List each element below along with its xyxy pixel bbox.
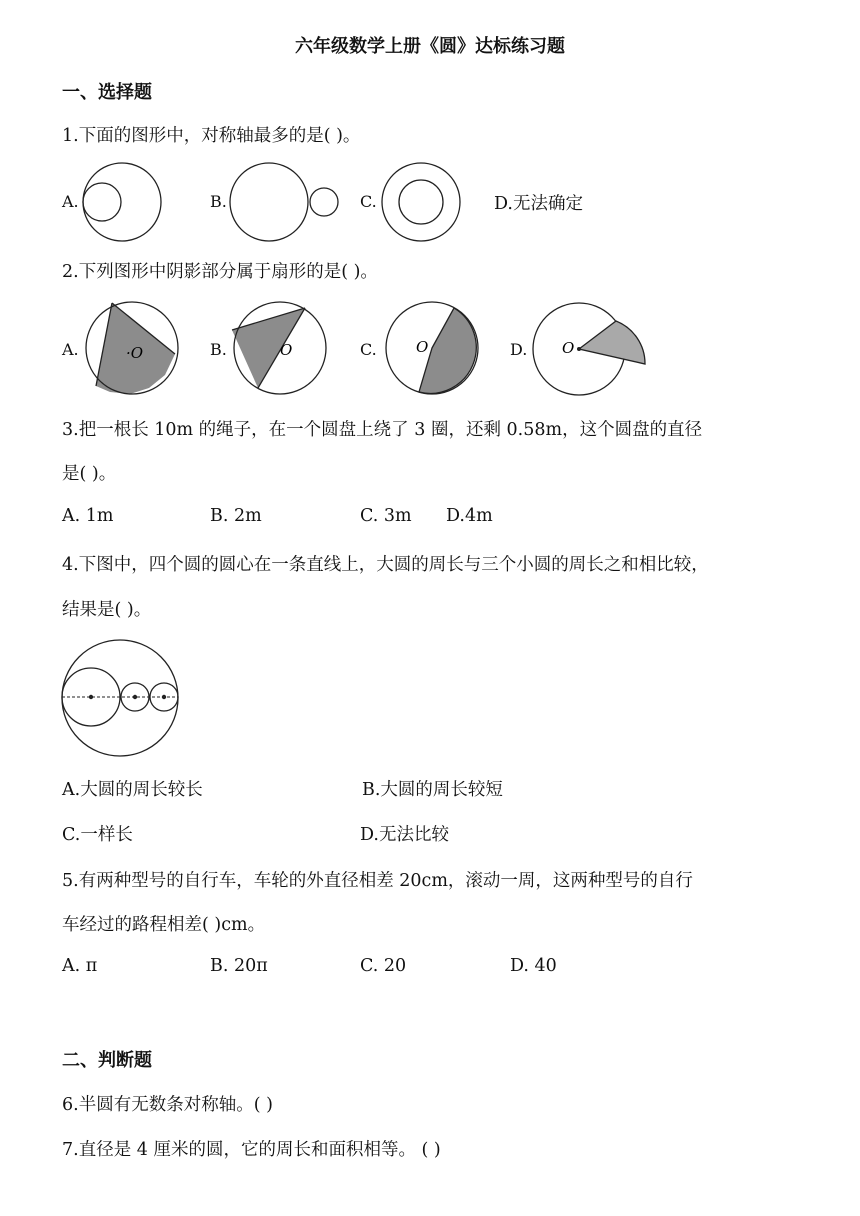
q3-option-a: A. 1m (62, 506, 114, 526)
question-4-stem-line2: 结果是( )。 (62, 600, 152, 620)
q5-option-b: B. 20π (210, 956, 268, 976)
q5-option-d: D. 40 (510, 956, 557, 976)
q4-option-a: A.大圆的周长较长 (62, 780, 203, 800)
q5-option-c: C. 20 (360, 956, 407, 976)
q4-option-d: D.无法比较 (360, 825, 449, 845)
q2-option-a-label: A. (62, 340, 79, 359)
q2c-center-label: O (416, 338, 429, 356)
q4-option-b: B.大圆的周长较短 (362, 780, 503, 800)
question-3-stem-line2: 是( )。 (62, 464, 117, 484)
section-heading-choice: 一、选择题 (62, 82, 152, 103)
q2-figure-b (230, 300, 330, 400)
q2-option-d-label: D. (510, 340, 528, 359)
q1-figure-a (78, 160, 168, 245)
q3-option-d: D.4m (446, 506, 493, 526)
question-5-stem-line1: 5.有两种型号的自行车，车轮的外直径相差 20cm，滚动一周，这两种型号的自行 (62, 871, 693, 891)
question-3-stem-line1: 3.把一根长 10m 的绳子，在一个圆盘上绕了 3 圈，还剩 0.58m，这个圆盘的直径 (62, 420, 703, 440)
question-5-stem-line2: 车经过的路程相差( )cm。 (62, 915, 266, 935)
q2-option-c-label: C. (360, 340, 377, 359)
q4-circles-figure (60, 638, 182, 760)
q5-option-a: A. π (62, 956, 98, 976)
q2-figure-c (382, 300, 482, 400)
q2-figure-a (82, 300, 182, 400)
question-7: 7.直径是 4 厘米的圆，它的周长和面积相等。 ( ) (62, 1140, 441, 1160)
q1-figure-b (226, 160, 346, 245)
q2-option-b-label: B. (210, 340, 227, 359)
question-4-stem-line1: 4.下图中，四个圆的圆心在一条直线上，大圆的周长与三个小圆的周长之和相比较， (62, 555, 709, 575)
q2-figure-d (532, 302, 652, 402)
q1-figure-c (376, 160, 466, 245)
q2d-center-label: O (562, 339, 575, 357)
section-heading-judgement: 二、判断题 (62, 1050, 152, 1071)
question-6: 6.半圆有无数条对称轴。( ) (62, 1095, 273, 1115)
question-1-stem: 1.下面的图形中，对称轴最多的是( )。 (62, 126, 361, 146)
q3-option-c: C. 3m (360, 506, 412, 526)
q2b-center-label: O (280, 341, 293, 359)
q1-option-d: D.无法确定 (494, 194, 583, 214)
q1-option-b-label: B. (210, 192, 227, 211)
page-title: 六年级数学上册《圆》达标练习题 (295, 36, 565, 57)
question-2-stem: 2.下列图形中阴影部分属于扇形的是( )。 (62, 262, 378, 282)
q4-option-c: C.一样长 (62, 825, 133, 845)
q2a-center-label: ·O (126, 344, 144, 362)
q3-option-b: B. 2m (210, 506, 262, 526)
q1-option-c-label: C. (360, 192, 377, 211)
q1-option-a-label: A. (62, 192, 79, 211)
